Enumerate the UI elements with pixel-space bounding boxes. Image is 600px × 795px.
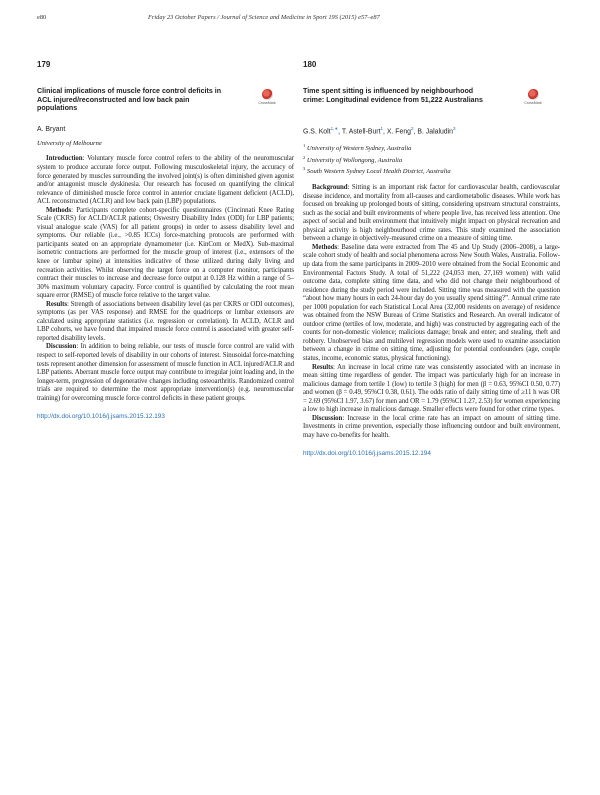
introduction-text: : Voluntary muscle force control refers to the ability of the neuromuscular system to produce accurate force output. Following musculoskeletal injury, the accuracy of force generated by muscles surrounding the involved joint(s) is often diminished given agonist and/or antagonist muscle dyskinesia. Our research has focused on quantifying the clinical relevance of diminished muscle force control in anterior cruciate ligament deficient (ACLD), ACL reconstructed (ACLR) and low back pain (LBP) populations. [37, 155, 294, 206]
author-affiliation-mark[interactable]: 1 [380, 126, 384, 131]
author-affiliation-mark[interactable]: 1,∗ [330, 126, 339, 131]
results-text: : Strength of associations between disability level (as per CKRS or ODI outcomes), symptoms (as per VAS response) and RMSE for the quadriceps or lumbar extensors are calculated using appropriate statistics (i.e. regression or correlation). In ACLD, ACLR and LBP cohorts, we have found that impaired muscle force control is associated with greater self-reported disability levels. [37, 300, 294, 342]
author-name: G.S. Kolt [303, 128, 331, 136]
background-heading: Background [312, 184, 348, 192]
running-header: Friday 23 October Papers / Journal of Science and Medicine in Sport 19S (2015) e57–e87 [148, 14, 380, 21]
introduction-heading: Introduction [46, 155, 83, 163]
author-name: X. Feng [386, 128, 412, 136]
affiliation-item: $^3$ South Western Sydney Local Health District, Australia [303, 166, 451, 176]
methods-heading: Methods [46, 206, 72, 214]
crossmark-icon [528, 89, 539, 100]
affiliation: University of Melbourne [37, 140, 102, 147]
results-text: : An increase in local crime rate was consistently associated with an increase in mean sitting time regardless of gender. The impact was particularly high for an increase in malicious damage from tertile 1 (low) to tertile 3 (high) for men (β = 0.63, 95%CI 0.50, 0.77) and women (β = 0.49, 95%CI 0.38, 0.61). The odds ratio of daily sitting time of ≥11 h was OR = 2.69 (95%CI 1.97, 3.67) for men and OR = 1.79 (95%CI 1.27, 2.53) for women experiencing a low to high increase in malicious damage. Smaller effects were found for other crime types. [303, 363, 560, 414]
abstract-number: 179 [37, 60, 51, 69]
crossmark-label: CrossMark [258, 101, 276, 105]
page-number: e80 [37, 14, 47, 21]
introduction-paragraph [37, 155, 294, 206]
methods-text: : Participants complete cohort-specific questionnaires (Cincinnati Knee Rating Scale (CKRS) for ACLD/ACLR patients; Oswestry Disability Index (ODI) for LBP patients; visual analogue scale (VAS) for all patient groups) in order to assess disability level and symptoms. Our reliable (i.e., >0.85 ICCs) force-matching protocols are performed with participants seated on an appropriate dynamometer (i.e. KinCom or MedX). Sub-maximal isometric contractions are performed for the muscle group of interest (i.e., extensors of the knee or lumbar spine) at intensities indicative of those utilized during daily living and recreation activities. Whilst observing the target force on a computer monitor, participants contract their muscles to increase and decrease force output at 0.128 Hz within a range of 5–30% maximum voluntary capacity. Force control is quantified by calculating the root mean square error (RMSE) of muscle force relative to the target value. [37, 206, 294, 300]
affiliation-item: $^1$ University of Western Sydney, Australia [303, 143, 412, 153]
doi-link[interactable]: http://dx.doi.org/10.1016/j.jsams.2015.12.194 [303, 450, 431, 458]
results-heading: Results [46, 300, 67, 308]
results-heading: Results [312, 363, 333, 371]
methods-paragraph [37, 207, 294, 301]
author-affiliation-mark[interactable]: 3 [453, 126, 456, 131]
author-name: B. Jalaludin [417, 128, 453, 136]
abstract-number: 180 [303, 60, 317, 69]
results-paragraph [303, 364, 560, 415]
affiliation-list [303, 142, 560, 177]
doi-link[interactable]: http://dx.doi.org/10.1016/j.jsams.2015.12.193 [37, 413, 165, 421]
author-name: T. Astell-Burt [341, 128, 381, 136]
discussion-paragraph [303, 415, 560, 441]
background-paragraph [303, 184, 560, 244]
crossmark-label: CrossMark [524, 101, 542, 105]
abstract-180 [303, 60, 560, 457]
methods-heading: Methods [312, 243, 338, 251]
discussion-heading: Discussion [312, 414, 343, 422]
affiliation-item: $^2$ University of Wollongong, Australia [303, 154, 403, 165]
crossmark-icon [262, 89, 273, 100]
discussion-text: : Increase in the local crime rate has an impact on amount of sitting time. Investments in crime prevention, especially those influencing outdoor and built environment, may have co-benefits for health. [303, 414, 560, 439]
abstract-title: Time spent sitting is influenced by neighbourhood crime: Longitudinal evidence from 51,222 Australians [303, 87, 483, 104]
crossmark-badge[interactable] [518, 89, 548, 105]
author-list: G.S. Kolt$^{1,∗}$, T. Astell-Burt$^1$, X. Feng$^2$, B. Jalaludin$^3$ [303, 126, 456, 136]
abstract-title: Clinical implications of muscle force control deficits in ACL injured/reconstructed and low back pain populations [37, 87, 222, 113]
discussion-text: : In addition to being reliable, our tests of muscle force control are valid with respect to self-reported levels of disability in our cohorts of interest. Sinusoidal force-matching tests represent another dimension for assessment of muscle function in ACL injured/ACLR and LBP patients. Aberrant muscle force output may contribute to irregular joint loading and, in the longer-term, progression of degenerative changes including osteoarthritis. Randomized control trials are required to determine the most appropriate intervention(s) (e.g. neuromuscular training) for overcoming muscle force control deficits in these patient groups. [37, 343, 294, 402]
author-affiliation-mark[interactable]: 2 [411, 126, 414, 131]
methods-paragraph [303, 244, 560, 364]
abstract-179 [37, 60, 294, 420]
author-list: A. Bryant [37, 126, 66, 133]
background-text: : Sitting is an important risk factor for cardiovascular health, cardiovascular disease incidence, and mortality from all-causes and cardiometabolic diseases. While work has focused on breaking up prolonged bouts of sitting, considering upstream structural constraints, such as the social and built environments of where people live, has received less attention. One aspect of social and built environment that intuitively might impact on physical recreation and physical activity is high neighbourhood crime rates. This study examined the association between a change in objectively-measured crime on a measure of sitting time. [303, 184, 560, 243]
discussion-paragraph [37, 343, 294, 403]
discussion-heading: Discussion [46, 343, 77, 351]
methods-text: : Baseline data were extracted from The 45 and Up Study (2006–2008), a large-scale cohort study of health and social phenomena across New South Wales, Australia. Follow-up data from the same participants in 2009–2010 were obtained from the Social Economic and Environmental Factors Study. A total of 51,222 (24,053 men, 27,169 women) with valid outcome data, complete sitting time data, and who did not change their neighbourhood of residence during the study period were included. Sitting time was measured with the question “about how many hours in each 24-hour day do you usually spend sitting?”. Annual crime rate per 1000 population for each Statistical Local Area (32,000 residents on average) of residence was obtained from the NSW Bureau of Crime Statistics and Research. An overall indicator of outdoor crime (tertiles of low, moderate, and high) was constructed by aggregating each of the counts for non-domestic violence; malicious damage; break and enter; and stealing, theft and robbery. Unobserved bias and multilevel regression models were used to examine association between a change in crime on sitting time, adjusting for potential confounders (age, couple status, income, economic status, physical functioning). [303, 243, 560, 363]
crossmark-badge[interactable] [252, 89, 282, 105]
results-paragraph [37, 301, 294, 344]
